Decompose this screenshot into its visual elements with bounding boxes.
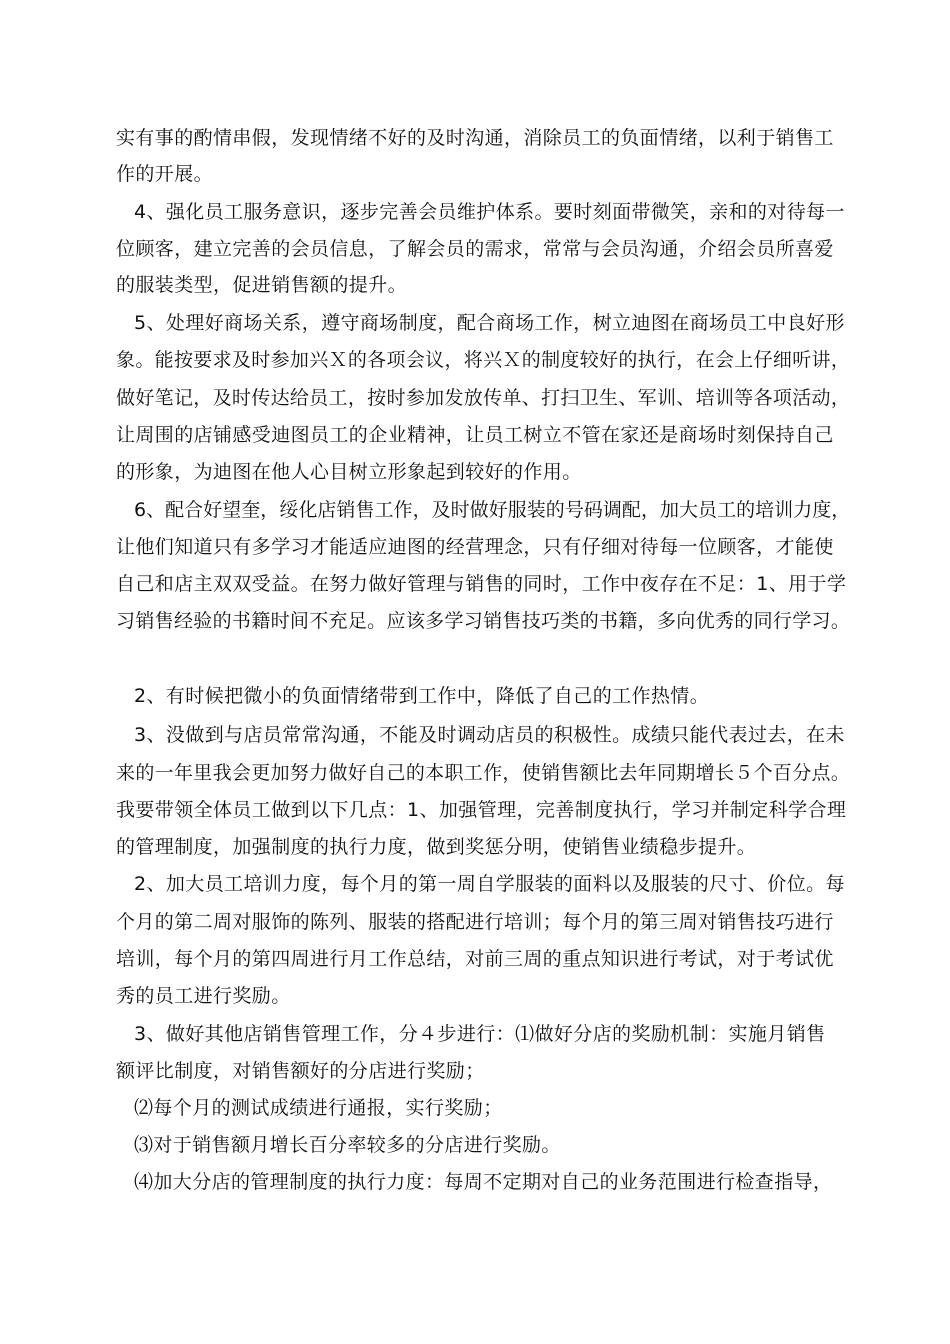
text-line: 自己和店主双双受益。在努力做好管理与销售的同时，工作中夜存在不足：1、用于学 — [116, 573, 847, 595]
text-line: 5、处理好商场关系，遵守商场制度，配合商场工作，树立迪图在商场员工中良好形 — [134, 312, 845, 334]
text-line: 3、做好其他店销售管理工作，分４步进行：⑴做好分店的奖励机制：实施月销售 — [134, 1023, 826, 1045]
text-line: 做好笔记，及时传达给员工，按时参加发放传单、打扫卫生、军训、培训等各项活动， — [116, 387, 851, 409]
text-line: 额评比制度，对销售额好的分店进行奖励； — [116, 1060, 485, 1082]
text-line: ⑶对于销售额月增长百分率较多的分店进行奖励。 — [134, 1134, 561, 1156]
text-line: 的管理制度，加强制度的执行力度，做到奖惩分明，使销售业绩稳步提升。 — [116, 836, 757, 858]
text-line: 6、配合好望奎，绥化店销售工作，及时做好服装的号码调配，加大员工的培训力度， — [134, 499, 851, 521]
text-line: 2、加大员工培训力度，每个月的第一周自学服装的面料以及服装的尺寸、价位。每 — [134, 873, 845, 895]
text-line: 3、没做到与店员常常沟通，不能及时调动店员的积极性。成绩只能代表过去，在未 — [134, 724, 845, 746]
text-line: 让周围的店铺感受迪图员工的企业精神，让员工树立不管在家还是商场时刻保持自己 — [116, 424, 834, 446]
text-line: 让他们知道只有多学习才能适应迪图的经营理念，只有仔细对待每一位顾客，才能使 — [116, 536, 834, 558]
text-line: 培训，每个月的第四周进行月工作总结，对前三周的重点知识进行考试，对于考试优 — [116, 948, 834, 970]
text-line: 个月的第二周对服饰的陈列、服装的搭配进行培训；每个月的第三周对销售技巧进行 — [116, 911, 834, 933]
text-line: 的服装类型，促进销售额的提升。 — [116, 274, 408, 296]
text-line: 来的一年里我会更加努力做好自己的本职工作，使销售额比去年同期增长５个百分点。 — [116, 762, 851, 784]
text-line: 我要带领全体员工做到以下几点：1、加强管理，完善制度执行，学习并制定科学合理 — [116, 799, 847, 821]
text-line: 实有事的酌情串假，发现情绪不好的及时沟通，消除员工的负面情绪，以利于销售工 — [116, 127, 834, 149]
text-line: 象。能按要求及时参加兴Ｘ的各项会议，将兴Ｘ的制度较好的执行，在会上仔细听讲， — [116, 349, 851, 371]
text-line: ⑵每个月的测试成绩进行通报，实行奖励； — [134, 1097, 503, 1119]
text-line: 4、强化员工服务意识，逐步完善会员维护体系。要时刻面带微笑，亲和的对待每一 — [134, 201, 845, 223]
text-line: 秀的员工进行奖励。 — [116, 985, 291, 1007]
text-line: 位顾客，建立完善的会员信息，了解会员的需求，常常与会员沟通，介绍会员所喜爱 — [116, 238, 834, 260]
text-line: 的形象，为迪图在他人心目树立形象起到较好的作用。 — [116, 461, 582, 483]
text-line: 作的开展。 — [116, 163, 214, 185]
text-line: 习销售经验的书籍时间不充足。应该多学习销售技巧类的书籍，多向优秀的同行学习。 — [116, 610, 851, 632]
text-line: ⑷加大分店的管理制度的执行力度：每周不定期对自己的业务范围进行检查指导， — [134, 1171, 833, 1193]
text-line: 2、有时候把微小的负面情绪带到工作中，降低了自己的工作热情。 — [134, 685, 710, 707]
